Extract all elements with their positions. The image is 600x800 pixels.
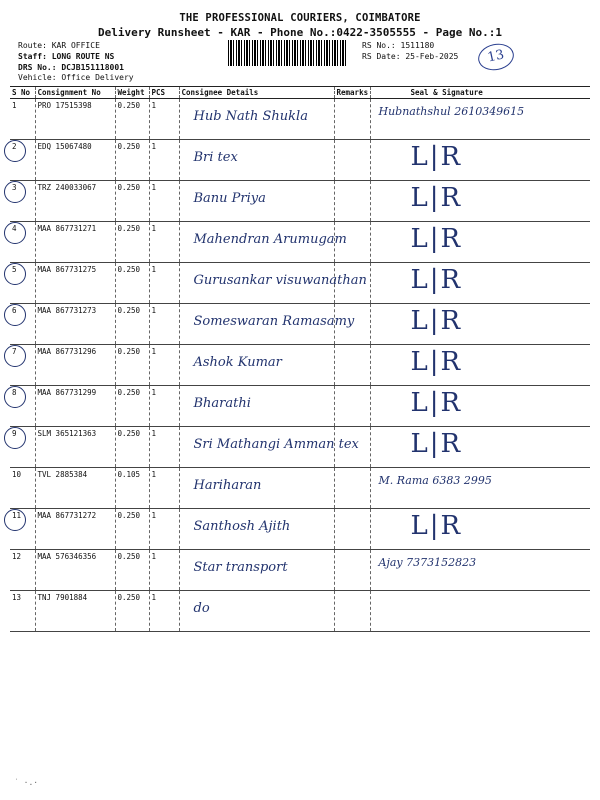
check-circle-mark — [4, 181, 26, 203]
row-signature — [370, 591, 590, 632]
col-weight: Weight — [115, 87, 149, 99]
row-sno-text: 8 — [12, 388, 17, 397]
check-circle-mark — [4, 263, 26, 285]
row-consignment-text: MAA 867731299 — [37, 388, 97, 397]
row-sno — [10, 181, 35, 222]
row-sno-text: 13 — [12, 593, 22, 602]
row-pcs-text: 1 — [151, 183, 157, 192]
row-weight — [115, 99, 149, 140]
row-consignee — [179, 304, 355, 345]
col-consignee: Consignee Details — [179, 87, 334, 99]
signature-handwriting: L|R — [410, 388, 463, 418]
row-pcs-text: 1 — [151, 470, 157, 479]
row-weight — [115, 140, 149, 181]
row-pcs — [149, 140, 179, 181]
row-pcs-text: 1 — [151, 224, 157, 233]
row-remarks — [334, 263, 370, 304]
count-mark: 13 — [476, 41, 517, 74]
row-pcs — [149, 263, 179, 304]
row-signature — [370, 427, 590, 468]
row-signature — [370, 468, 590, 509]
row-pcs — [149, 427, 179, 468]
row-weight — [115, 427, 149, 468]
table-row — [10, 181, 590, 222]
row-sno-text: 3 — [12, 183, 17, 192]
row-remarks — [334, 427, 370, 468]
row-pcs-text: 1 — [151, 347, 157, 356]
row-weight — [115, 386, 149, 427]
row-remarks — [334, 550, 370, 591]
scan-speck: ˙ ·.· — [14, 778, 39, 787]
row-pcs-text: 1 — [151, 265, 157, 274]
row-remarks — [334, 99, 370, 140]
row-pcs — [149, 181, 179, 222]
consignee-handwriting: Banu Priya — [193, 191, 266, 206]
signature-handwriting: Hubnathshul 2610349615 — [378, 105, 525, 118]
row-weight — [115, 591, 149, 632]
rs-number: RS No.: 1511180 — [362, 41, 435, 50]
consignee-handwriting: Bharathi — [193, 396, 251, 411]
company-name: THE PROFESSIONAL COURIERS, COIMBATORE — [179, 12, 421, 24]
row-signature — [370, 304, 590, 345]
row-weight-text: 0.250 — [117, 593, 141, 602]
row-weight-text: 0.250 — [117, 306, 141, 315]
row-sno-text: 7 — [12, 347, 17, 356]
row-consignee — [179, 427, 359, 468]
row-weight-text: 0.250 — [117, 183, 141, 192]
row-remarks — [334, 140, 370, 181]
row-sno-text: 4 — [12, 224, 17, 233]
row-consignment-text: SLM 365121363 — [37, 429, 97, 438]
row-signature — [370, 345, 590, 386]
table-row — [10, 468, 590, 509]
runsheet-subtitle: Delivery Runsheet - KAR - Phone No.:0422-3505555 - Page No.:1 — [98, 26, 502, 39]
vehicle: Vehicle: Office Delivery — [18, 73, 134, 82]
row-sno — [10, 304, 35, 345]
signature-handwriting: Ajay 7373152823 — [378, 556, 477, 569]
row-signature — [370, 99, 590, 140]
row-remarks — [334, 509, 370, 550]
check-circle-mark — [4, 140, 26, 162]
runsheet-table — [10, 86, 590, 632]
row-consignee — [179, 181, 334, 222]
row-sno — [10, 140, 35, 181]
table-row — [10, 509, 590, 550]
col-sno: S No — [10, 87, 35, 99]
table-row — [10, 386, 590, 427]
row-consignment — [35, 304, 115, 345]
table-row — [10, 427, 590, 468]
row-weight-text: 0.250 — [117, 429, 141, 438]
row-consignee — [179, 263, 367, 304]
consignee-handwriting: Mahendran Arumugam — [193, 232, 347, 247]
row-sno — [10, 509, 35, 550]
check-circle-mark — [4, 345, 26, 367]
signature-handwriting: L|R — [410, 142, 463, 172]
signature-handwriting: L|R — [410, 183, 463, 213]
row-remarks — [334, 181, 370, 222]
row-remarks — [334, 222, 370, 263]
row-pcs — [149, 509, 179, 550]
row-consignment — [35, 509, 115, 550]
signature-handwriting: L|R — [410, 224, 463, 254]
consignee-handwriting: do — [193, 601, 210, 616]
consignee-handwriting: Santhosh Ajith — [193, 519, 291, 534]
row-pcs-text: 1 — [151, 429, 157, 438]
row-sno — [10, 427, 35, 468]
row-consignment — [35, 222, 115, 263]
row-remarks — [334, 386, 370, 427]
signature-handwriting: L|R — [410, 265, 463, 295]
row-pcs-text: 1 — [151, 552, 157, 561]
row-sno — [10, 345, 35, 386]
row-pcs — [149, 550, 179, 591]
row-consignment — [35, 140, 115, 181]
consignee-handwriting: Gurusankar visuwanathan — [193, 273, 367, 288]
row-weight-text: 0.105 — [117, 470, 141, 479]
row-weight-text: 0.250 — [117, 101, 141, 110]
row-sno — [10, 550, 35, 591]
check-circle-mark — [4, 304, 26, 326]
row-weight-text: 0.250 — [117, 552, 141, 561]
row-weight-text: 0.250 — [117, 142, 141, 151]
row-consignee — [179, 591, 334, 632]
signature-handwriting: L|R — [410, 347, 463, 377]
col-pcs: PCS — [149, 87, 179, 99]
row-sno-text: 12 — [12, 552, 22, 561]
col-remarks: Remarks — [334, 87, 370, 99]
row-pcs-text: 1 — [151, 101, 157, 110]
row-pcs-text: 1 — [151, 142, 157, 151]
row-sno-text: 9 — [12, 429, 17, 438]
row-weight-text: 0.250 — [117, 224, 141, 233]
row-pcs — [149, 468, 179, 509]
row-weight — [115, 263, 149, 304]
row-consignee — [179, 345, 334, 386]
row-consignment-text: MAA 867731275 — [37, 265, 97, 274]
row-sno-text: 6 — [12, 306, 17, 315]
consignee-handwriting: Ashok Kumar — [193, 355, 282, 370]
row-consignment — [35, 345, 115, 386]
row-signature — [370, 222, 590, 263]
check-circle-mark — [4, 222, 26, 244]
row-remarks — [334, 345, 370, 386]
row-consignment-text: PRO 17515398 — [37, 101, 92, 110]
col-consignment: Consignment No — [35, 87, 115, 99]
row-consignment — [35, 99, 115, 140]
consignee-handwriting: Someswaran Ramasamy — [193, 314, 355, 329]
row-sno — [10, 591, 35, 632]
consignee-handwriting: Bri tex — [193, 150, 238, 165]
row-signature — [370, 181, 590, 222]
consignee-handwriting: Sri Mathangi Amman tex — [193, 437, 359, 452]
row-consignee — [179, 140, 334, 181]
row-consignment-text: EDQ 15067480 — [37, 142, 92, 151]
row-consignment — [35, 427, 115, 468]
row-consignment-text: TNJ 7901884 — [37, 593, 88, 602]
row-weight — [115, 345, 149, 386]
row-weight-text: 0.250 — [117, 511, 141, 520]
row-pcs — [149, 222, 179, 263]
row-consignee — [179, 386, 334, 427]
row-weight-text: 0.250 — [117, 265, 141, 274]
row-sno — [10, 263, 35, 304]
row-pcs — [149, 591, 179, 632]
barcode — [228, 40, 348, 66]
row-consignment — [35, 263, 115, 304]
row-sno — [10, 222, 35, 263]
row-weight-text: 0.250 — [117, 388, 141, 397]
row-pcs-text: 1 — [151, 306, 157, 315]
row-sno — [10, 99, 35, 140]
row-signature — [370, 509, 590, 550]
route: Route: KAR OFFICE — [18, 41, 100, 50]
consignee-handwriting: Hariharan — [193, 478, 262, 493]
check-circle-mark — [4, 509, 26, 531]
row-weight — [115, 468, 149, 509]
row-pcs — [149, 345, 179, 386]
table-row — [10, 550, 590, 591]
row-consignment-text: TVL 2885384 — [37, 470, 88, 479]
col-signature: Seal & Signature — [370, 87, 590, 99]
row-consignment — [35, 550, 115, 591]
row-sno-text: 5 — [12, 265, 17, 274]
row-sno — [10, 386, 35, 427]
table-row — [10, 304, 590, 345]
table-header — [10, 87, 590, 99]
row-weight — [115, 222, 149, 263]
row-signature — [370, 140, 590, 181]
row-remarks — [334, 468, 370, 509]
consignee-handwriting: Hub Nath Shukla — [193, 109, 308, 124]
row-consignment-text: MAA 867731271 — [37, 224, 97, 233]
row-consignment — [35, 591, 115, 632]
row-pcs — [149, 386, 179, 427]
row-signature — [370, 550, 590, 591]
row-pcs-text: 1 — [151, 593, 157, 602]
row-pcs — [149, 99, 179, 140]
row-pcs — [149, 304, 179, 345]
row-weight — [115, 550, 149, 591]
row-consignment-text: MAA 867731272 — [37, 511, 97, 520]
row-consignment — [35, 386, 115, 427]
check-circle-mark — [4, 386, 26, 408]
row-consignment — [35, 468, 115, 509]
table-row — [10, 591, 590, 632]
row-sno-text: 1 — [12, 101, 17, 110]
row-weight — [115, 304, 149, 345]
row-sno-text: 11 — [12, 511, 22, 520]
row-consignee — [179, 468, 334, 509]
drs-number: DRS No.: DCJB151118001 — [18, 63, 124, 72]
staff: Staff: LONG ROUTE NS — [18, 52, 115, 61]
row-consignment-text: MAA 867731296 — [37, 347, 97, 356]
row-consignment-text: MAA 867731273 — [37, 306, 97, 315]
table-row — [10, 99, 590, 140]
table-row — [10, 263, 590, 304]
row-weight-text: 0.250 — [117, 347, 141, 356]
consignee-handwriting: Star transport — [193, 560, 288, 575]
row-consignee — [179, 99, 334, 140]
rs-date: RS Date: 25-Feb-2025 — [362, 52, 459, 61]
signature-handwriting: M. Rama 6383 2995 — [378, 474, 492, 487]
signature-handwriting: L|R — [410, 429, 463, 459]
row-signature — [370, 263, 590, 304]
row-remarks — [334, 591, 370, 632]
signature-handwriting: L|R — [410, 511, 463, 541]
row-remarks — [334, 304, 370, 345]
check-circle-mark — [4, 427, 26, 449]
signature-handwriting: L|R — [410, 306, 463, 336]
table-row — [10, 222, 590, 263]
row-sno-text: 2 — [12, 142, 17, 151]
row-consignment — [35, 181, 115, 222]
row-consignment-text: TRZ 240033067 — [37, 183, 97, 192]
row-weight — [115, 181, 149, 222]
row-consignee — [179, 222, 347, 263]
table-row — [10, 345, 590, 386]
row-consignee — [179, 550, 334, 591]
row-weight — [115, 509, 149, 550]
row-consignee — [179, 509, 334, 550]
row-pcs-text: 1 — [151, 511, 157, 520]
row-consignment-text: MAA 576346356 — [37, 552, 97, 561]
row-sno — [10, 468, 35, 509]
row-signature — [370, 386, 590, 427]
row-pcs-text: 1 — [151, 388, 157, 397]
table-row — [10, 140, 590, 181]
row-sno-text: 10 — [12, 470, 22, 479]
